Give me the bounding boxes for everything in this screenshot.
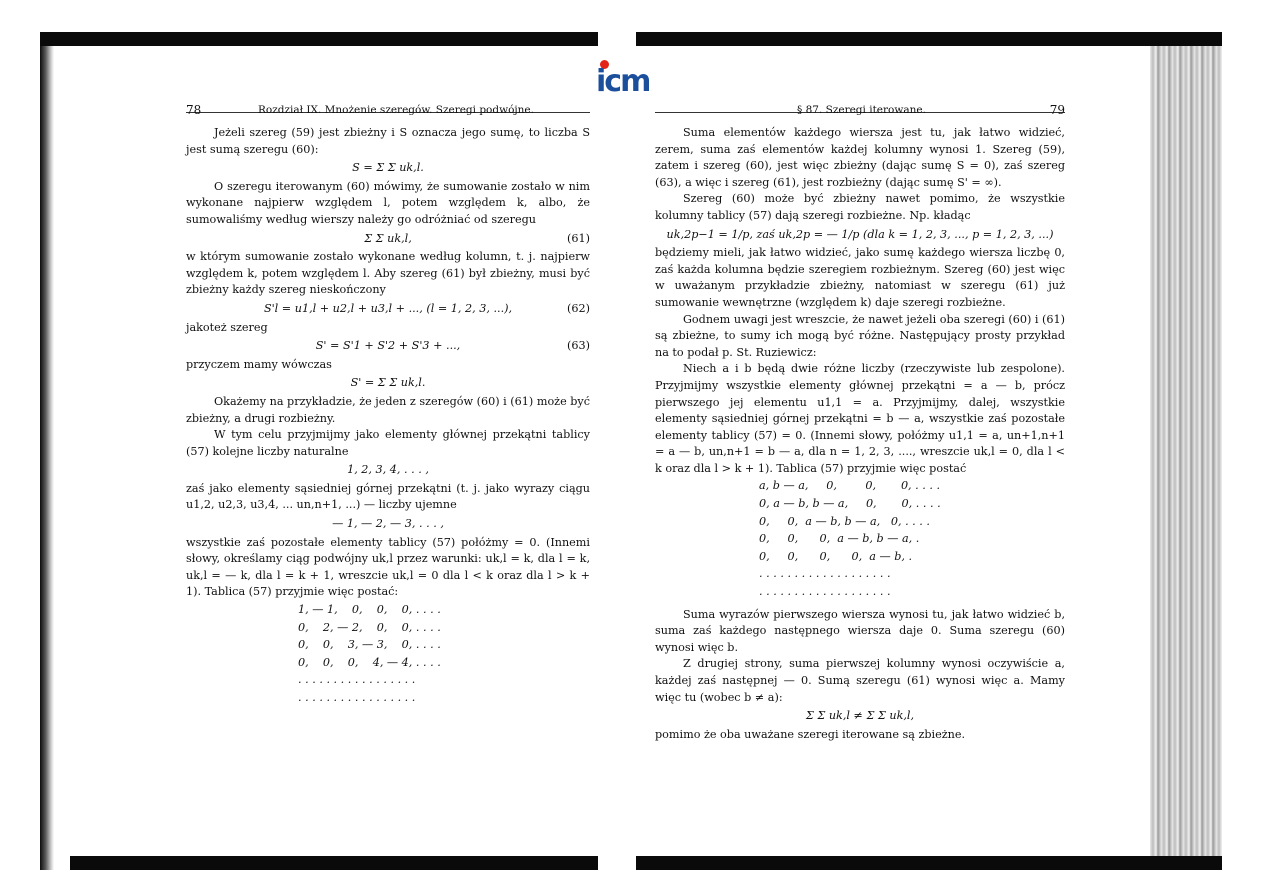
right-page-body-top xyxy=(655,125,1065,477)
formula-text: uk,2p−1 = 1/p, zaś uk,2p = — 1/p (dla k = 1, 2, 3, ..., p = 1, 2, 3, ...) xyxy=(666,227,1054,241)
scan-page-edges-right xyxy=(1150,32,1222,870)
matrix-row: 1, — 1, 0, 0, 0, . . . . xyxy=(298,603,441,617)
math-formula xyxy=(186,462,590,479)
right-running-header xyxy=(655,88,1065,117)
scan-border-top-right xyxy=(636,32,1222,46)
matrix-row: . . . . . . . . . . . . . . . . . xyxy=(298,691,416,704)
text-paragraph: Jeżeli szereg (59) jest zbieżny i S oznacza jego sumę, to liczba S jest sumą szeregu (60): xyxy=(186,126,590,156)
logo-text: icm xyxy=(596,64,650,99)
formula-text: S'l = u1,l + u2,l + u3,l + ..., (l = 1, 2, 3, ...), xyxy=(263,301,513,315)
matrix-table xyxy=(298,602,590,707)
formula-text: 1, 2, 3, 4, . . . , xyxy=(347,463,429,477)
text-paragraph: pomimo że oba uważane szeregi iterowane są zbieżne. xyxy=(655,727,965,741)
text-paragraph: Suma elementów każdego wiersza jest tu, jak łatwo widzieć, zerem, suma zaś elementów każdej kolumny wynosi 1. Szereg (59), zatem i szereg (60), jest więc zbieżny (dając sumę S = 0), zaś szereg (63), a więc i szereg (61), jest rozbieżny (dając sumę S' = ∞). xyxy=(655,126,1065,189)
text-paragraph: O szeregu iterowanym (60) mówimy, że sumowanie zostało w nim wykonane najpierw względem l, potem względem k, albo, że sumowaliśmy według wierszy należy go odróżniać od szeregu xyxy=(186,179,590,226)
matrix-row: . . . . . . . . . . . . . . . . . . . xyxy=(759,567,891,581)
scan-border-bottom-right xyxy=(636,856,1222,870)
matrix-row: 0, 0, 3, — 3, 0, . . . . xyxy=(298,638,441,652)
math-formula xyxy=(186,338,590,355)
formula-text: S' = S'1 + S'2 + S'3 + ..., xyxy=(315,339,461,353)
formula-text: Σ Σ uk,l ≠ Σ Σ uk,l, xyxy=(805,709,915,723)
matrix-row: 0, 0, 0, 4, — 4, . . . . xyxy=(298,655,441,669)
matrix-row: 0, a — b, b — a, 0, 0, . . . . xyxy=(759,497,941,511)
matrix-table xyxy=(759,478,1065,600)
text-paragraph: Z drugiej strony, suma pierwszej kolumny wynosi oczywiście a, każdej zaś następnej — 0. Sumą szeregu (61) wynosi więc a. Mamy więc tu (wobec b ≠ a): xyxy=(655,657,1065,704)
matrix-row: 0, 0, a — b, b — a, 0, . . . . xyxy=(759,514,930,528)
left-page-body xyxy=(186,125,590,601)
math-formula xyxy=(655,708,1065,725)
matrix-row: . . . . . . . . . . . . . . . . . xyxy=(298,673,416,687)
scan-border-top-left xyxy=(40,32,598,46)
math-formula xyxy=(186,375,590,392)
page-number: 79 xyxy=(1049,103,1065,117)
left-page xyxy=(186,88,590,708)
running-head-title: § 87. Szeregi iterowane. xyxy=(797,104,926,116)
matrix-row: a, b — a, 0, 0, 0, . . . . xyxy=(759,479,941,493)
page-number: 78 xyxy=(186,103,202,117)
text-paragraph: zaś jako elementy sąsiedniej górnej przekątni (t. j. jako wyrazy ciągu u1,2, u2,3, u3,4, ... un,n+1, ...) — liczby ujemne xyxy=(186,481,590,512)
math-formula xyxy=(186,516,590,533)
book-gutter xyxy=(598,32,636,870)
formula-text: — 1, — 2, — 3, . . . , xyxy=(332,517,444,531)
text-paragraph: w którym sumowanie zostało wykonane według kolumn, t. j. najpierw względem k, potem względem l. Aby szereg (61) był zbieżny, musi być zbieżny każdy szereg nieskończony xyxy=(186,250,590,297)
formula-text: Σ Σ uk,l, xyxy=(364,231,412,245)
text-paragraph: Suma wyrazów pierwszego wiersza wynosi tu, jak łatwo widzieć b, suma zaś każdego następnego wiersza daje 0. Suma szeregu (60) wynosi więc b. xyxy=(655,607,1065,654)
running-head-title: Rozdział IX. Mnożenie szeregów. Szeregi podwójne. xyxy=(258,104,534,116)
left-running-header xyxy=(186,88,590,117)
text-paragraph: będziemy mieli, jak łatwo widzieć, jako sumę każdego wiersza liczbę 0, zaś każda kolumna będzie szeregiem rozbieżnym. Szereg (60) jest więc w uważanym przykładzie zbieżny, natomiast w szeregu (61) już sumowanie wewnętrzne (względem k) daje szeregi rozbieżne. xyxy=(655,246,1065,309)
matrix-row: . . . . . . . . . . . . . . . . . . . xyxy=(759,585,891,599)
text-paragraph: Szereg (60) może być zbieżny nawet pomimo, że wszystkie kolumny tablicy (57) dają szeregi rozbieżne. Np. kładąc xyxy=(655,192,1065,222)
text-paragraph: wszystkie zaś pozostałe elementy tablicy (57) połóżmy = 0. (Innemi słowy, określamy ciąg podwójny uk,l przez warunki: uk,l = k, dla l = k, uk,l = — k, dla l = k + 1, wreszcie uk,l = 0 dla l < k oraz dla l > k + 1). Tablica (57) przyjmie więc postać: xyxy=(186,535,590,599)
scan-border-bottom-left xyxy=(70,856,598,870)
equation-number: (61) xyxy=(567,231,590,245)
math-formula xyxy=(655,227,1065,244)
math-formula xyxy=(186,301,590,318)
right-page xyxy=(655,88,1065,743)
equation-number: (63) xyxy=(567,339,590,353)
icm-logo xyxy=(596,60,662,98)
text-paragraph: Niech a i b będą dwie różne liczby (rzeczywiste lub zespolone). Przyjmijmy wszystkie elementy głównej przekątni = a — b, prócz pierwszego jej elementu u1,1 = a. Przyjmijmy, dalej, wszystkie elementy sąsiedniej górnej przekątni = b — a, wszystkie zaś pozostałe elementy tablicy (57) = 0. (Innemi słowy, połóżmy u1,1 = a, un+1,n+1 = a — b, un,n+1 = b — a, dla n = 1, 2, 3, ...., wreszcie uk,l = 0, dla l < k oraz dla l > k + 1). Tablica (57) przyjmie więc postać xyxy=(655,362,1065,475)
equation-number: (62) xyxy=(567,301,590,315)
matrix-row: 0, 2, — 2, 0, 0, . . . . xyxy=(298,620,441,634)
text-paragraph: jakoteż szereg xyxy=(186,320,268,334)
math-formula xyxy=(186,231,590,248)
text-paragraph: przyczem mamy wówczas xyxy=(186,357,332,371)
formula-text: S = Σ Σ uk,l. xyxy=(352,161,424,175)
formula-text: S' = Σ Σ uk,l. xyxy=(350,376,426,390)
text-paragraph: W tym celu przyjmijmy jako elementy głównej przekątni tablicy (57) kolejne liczby naturalne xyxy=(186,428,590,458)
text-paragraph: Okażemy na przykładzie, że jeden z szeregów (60) i (61) może być zbieżny, a drugi rozbieżny. xyxy=(186,394,590,425)
matrix-row: 0, 0, 0, 0, a — b, . xyxy=(759,549,913,563)
math-formula xyxy=(186,160,590,177)
scan-shadow-left xyxy=(40,32,54,870)
text-paragraph: Godnem uwagi jest wreszcie, że nawet jeżeli oba szeregi (60) i (61) są zbieżne, to sumy ich mogą być różne. Następujący prosty przykład na to podał p. St. Ruziewicz: xyxy=(655,312,1065,359)
matrix-row: 0, 0, 0, a — b, b — a, . xyxy=(759,532,920,546)
right-page-body-bottom xyxy=(655,607,1065,744)
